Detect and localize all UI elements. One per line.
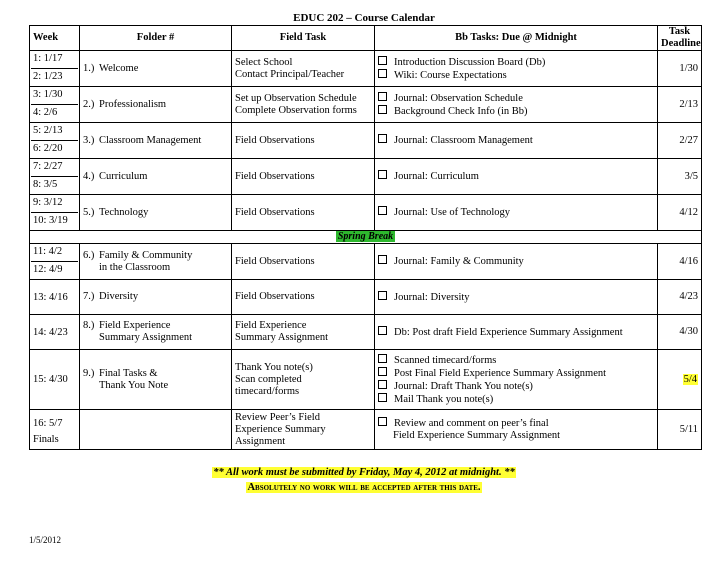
bb-task-item xyxy=(378,326,654,339)
bb-task-item xyxy=(378,206,654,219)
week-cell xyxy=(30,51,80,87)
bb-task-cell xyxy=(375,410,658,450)
notice-line-1: ** All work must be submitted by Friday, May 4, 2012 at midnight. ** xyxy=(213,467,515,478)
folder-name: Classroom Management xyxy=(99,134,202,146)
folder-title xyxy=(83,135,228,147)
field-task-cell xyxy=(232,315,375,350)
field-task-cell xyxy=(232,280,375,315)
field-task-cell xyxy=(232,51,375,87)
notice-line-2: Absolutely no work will be accepted after this date. xyxy=(247,482,481,493)
footer-date: 1/5/2012 xyxy=(29,535,62,545)
week-label: 12: 4/9 xyxy=(31,261,78,279)
field-task-line: Set up Observation Schedule xyxy=(235,92,357,104)
week-label: 13: 4/16 xyxy=(33,291,68,303)
deadline-cell xyxy=(658,280,702,315)
bb-task-item xyxy=(378,255,654,268)
deadline-cell xyxy=(658,159,702,195)
week-label: 5: 2/13 xyxy=(33,125,63,136)
bb-task-item xyxy=(378,170,654,183)
deadline-cell xyxy=(658,244,702,280)
bb-tasks-header: Bb Tasks: Due @ Midnight xyxy=(375,26,658,51)
folder-title xyxy=(83,320,228,332)
folder-name: Field Experience xyxy=(99,320,171,331)
deadline-value: 4/12 xyxy=(679,206,698,218)
field-task-line: Scan completed xyxy=(235,373,302,385)
folder-name: Final Tasks & xyxy=(99,367,158,379)
bb-task-text: Journal: Draft Thank You note(s) xyxy=(394,380,533,392)
field-task-line: Review Peer’s Field xyxy=(235,411,320,423)
bb-task-text-continued: Field Experience Summary Assignment xyxy=(393,430,561,441)
week-label: 2: 1/23 xyxy=(31,68,78,86)
checkbox-icon xyxy=(378,326,387,335)
folder-name: Technology xyxy=(99,206,149,218)
spring-break-label: Spring Break xyxy=(337,231,394,242)
bb-task-cell xyxy=(375,280,658,315)
week-label: 14: 4/23 xyxy=(33,326,68,338)
folder-number: 4.) xyxy=(83,170,95,182)
folder-name-continued: Thank You Note xyxy=(99,379,169,391)
week-label: 16: 5/7 xyxy=(33,417,63,429)
week-cell xyxy=(30,280,80,315)
deadline-value: 5/4 xyxy=(683,373,697,385)
week-label: 1: 1/17 xyxy=(33,53,63,64)
field-task-line: Complete Observation forms xyxy=(235,104,357,116)
week-cell xyxy=(30,159,80,195)
bb-task-cell xyxy=(375,244,658,280)
week-label: 9: 3/12 xyxy=(33,197,63,208)
week-label: 6: 2/20 xyxy=(31,140,78,158)
bb-task-item xyxy=(378,92,654,105)
checkbox-icon xyxy=(378,367,387,376)
week-cell xyxy=(30,350,80,410)
folder-cell xyxy=(80,123,232,159)
bb-task-item xyxy=(378,354,654,367)
checkbox-icon xyxy=(378,255,387,264)
folder-name: Professionalism xyxy=(99,98,167,110)
folder-number: 8.) xyxy=(83,320,95,331)
folder-title xyxy=(83,171,228,183)
checkbox-icon xyxy=(378,69,387,78)
field-task-line: Summary Assignment xyxy=(235,332,329,343)
bb-task-text: Journal: Observation Schedule xyxy=(394,92,523,104)
folder-number: 3.) xyxy=(83,134,95,146)
bb-task-cell xyxy=(375,87,658,123)
bb-task-text: Journal: Classroom Management xyxy=(394,135,533,146)
folder-cell xyxy=(80,410,232,450)
calendar-body xyxy=(30,51,702,450)
week-label: 8: 3/5 xyxy=(31,176,78,194)
week-label: 15: 4/30 xyxy=(33,373,68,385)
field-task-cell xyxy=(232,159,375,195)
folder-number: 5.) xyxy=(83,206,95,218)
folder-title xyxy=(83,291,228,303)
week-cell xyxy=(30,315,80,350)
field-task-line: Contact Principal/Teacher xyxy=(235,68,345,80)
checkbox-icon xyxy=(378,393,387,402)
deadline-cell xyxy=(658,87,702,123)
checkbox-icon xyxy=(378,206,387,215)
deadline-value: 4/30 xyxy=(679,326,698,337)
folder-title xyxy=(83,207,228,219)
week-cell xyxy=(30,87,80,123)
week-label: 10: 3/19 xyxy=(31,212,78,230)
table-row xyxy=(30,87,702,123)
deadline-value: 2/27 xyxy=(679,134,698,146)
bb-task-text: Db: Post draft Field Experience Summary Assignment xyxy=(394,326,623,338)
bb-task-text: Journal: Use of Technology xyxy=(394,207,511,218)
folder-title xyxy=(83,368,228,380)
spring-break-row xyxy=(30,231,702,244)
checkbox-icon xyxy=(378,417,387,426)
table-row xyxy=(30,280,702,315)
bb-task-text: Mail Thank you note(s) xyxy=(394,393,494,405)
bb-task-text: Journal: Family & Community xyxy=(394,256,524,267)
checkbox-icon xyxy=(378,92,387,101)
deadline-value: 3/5 xyxy=(684,170,698,182)
deadline-value: 4/16 xyxy=(679,255,698,267)
folder-title xyxy=(83,99,228,111)
table-row xyxy=(30,51,702,87)
folder-cell xyxy=(80,51,232,87)
bb-task-item xyxy=(378,105,654,118)
bb-task-item xyxy=(378,69,654,82)
deadline-cell xyxy=(658,315,702,350)
deadline-value: 1/30 xyxy=(679,62,698,74)
field-task-line: timecard/forms xyxy=(235,385,300,397)
bb-task-cell xyxy=(375,315,658,350)
deadline-cell xyxy=(658,195,702,231)
week-cell xyxy=(30,244,80,280)
week-label: Finals xyxy=(33,433,59,445)
folder-name-continued: Summary Assignment xyxy=(99,332,193,343)
bb-task-cell xyxy=(375,51,658,87)
folder-name-continued: in the Classroom xyxy=(99,261,171,273)
folder-name: Welcome xyxy=(99,62,139,74)
field-task-line: Field Experience xyxy=(235,320,307,331)
week-cell xyxy=(30,123,80,159)
bb-task-text: Scanned timecard/forms xyxy=(394,354,497,366)
bb-task-item xyxy=(378,134,654,147)
folder-cell xyxy=(80,350,232,410)
spring-break-cell xyxy=(30,231,702,244)
week-cell xyxy=(30,195,80,231)
folder-cell xyxy=(80,280,232,315)
week-header: Week xyxy=(30,26,80,51)
bb-task-text: Post Final Field Experience Summary Assignment xyxy=(394,367,607,379)
field-task-line: Field Observations xyxy=(235,206,315,218)
bb-task-text: Review and comment on peer’s final xyxy=(394,418,549,429)
bb-task-item xyxy=(378,291,654,304)
field-task-line: Assignment xyxy=(235,435,286,447)
bb-task-cell xyxy=(375,195,658,231)
folder-cell xyxy=(80,244,232,280)
course-calendar-table xyxy=(29,25,702,450)
submission-notice xyxy=(0,465,728,495)
week-label: 11: 4/2 xyxy=(33,246,63,257)
field-task-line: Field Observations xyxy=(235,134,315,146)
checkbox-icon xyxy=(378,105,387,114)
week-label: 3: 1/30 xyxy=(33,89,63,100)
table-row xyxy=(30,195,702,231)
bb-task-item xyxy=(378,417,654,430)
folder-header: Folder # xyxy=(80,26,232,51)
bb-task-text: Background Check Info (in Bb) xyxy=(394,105,528,117)
field-task-cell xyxy=(232,123,375,159)
bb-task-cell xyxy=(375,159,658,195)
folder-name: Family & Community xyxy=(99,249,193,261)
folder-cell xyxy=(80,87,232,123)
week-label: 7: 2/27 xyxy=(33,161,63,172)
checkbox-icon xyxy=(378,291,387,300)
folder-number: 2.) xyxy=(83,98,95,110)
field-task-cell xyxy=(232,410,375,450)
deadline-value: 4/23 xyxy=(679,291,698,302)
folder-number: 9.) xyxy=(83,367,95,379)
checkbox-icon xyxy=(378,134,387,143)
bb-task-item xyxy=(378,367,654,380)
folder-name: Curriculum xyxy=(99,170,148,182)
deadline-value: 2/13 xyxy=(679,98,698,110)
table-row xyxy=(30,159,702,195)
field-task-cell xyxy=(232,350,375,410)
folder-name: Diversity xyxy=(99,291,139,302)
checkbox-icon xyxy=(378,170,387,179)
deadline-cell xyxy=(658,51,702,87)
checkbox-icon xyxy=(378,354,387,363)
folder-number: 7.) xyxy=(83,291,95,302)
bb-task-text: Introduction Discussion Board (Db) xyxy=(394,56,546,68)
field-task-line: Field Observations xyxy=(235,255,315,267)
page-title: EDUC 202 – Course Calendar xyxy=(293,12,435,24)
bb-task-item xyxy=(378,393,654,406)
folder-title xyxy=(83,250,228,262)
table-row xyxy=(30,410,702,450)
table-row xyxy=(30,244,702,280)
field-task-cell xyxy=(232,195,375,231)
folder-cell xyxy=(80,315,232,350)
folder-number: 1.) xyxy=(83,62,95,74)
bb-task-cell xyxy=(375,123,658,159)
field-task-line: Field Observations xyxy=(235,170,315,182)
folder-number: 6.) xyxy=(83,249,95,261)
table-row xyxy=(30,123,702,159)
field-task-header: Field Task xyxy=(232,26,375,51)
deadline-value: 5/11 xyxy=(679,423,698,435)
checkbox-icon xyxy=(378,56,387,65)
bb-task-cell xyxy=(375,350,658,410)
week-cell xyxy=(30,410,80,450)
field-task-cell xyxy=(232,244,375,280)
folder-title xyxy=(83,63,228,75)
week-label: 4: 2/6 xyxy=(31,104,78,122)
bb-task-text: Wiki: Course Expectations xyxy=(394,69,507,81)
task-deadline-header: Task Deadline xyxy=(658,26,702,51)
deadline-cell xyxy=(658,410,702,450)
folder-cell xyxy=(80,159,232,195)
field-task-cell xyxy=(232,87,375,123)
field-task-line: Field Observations xyxy=(235,291,315,302)
table-row xyxy=(30,350,702,410)
deadline-cell xyxy=(658,123,702,159)
field-task-line: Thank You note(s) xyxy=(235,361,313,373)
checkbox-icon xyxy=(378,380,387,389)
field-task-line: Experience Summary xyxy=(235,423,326,435)
folder-cell xyxy=(80,195,232,231)
table-row xyxy=(30,315,702,350)
bb-task-text: Journal: Curriculum xyxy=(394,171,479,182)
field-task-line: Select School xyxy=(235,56,293,68)
deadline-cell xyxy=(658,350,702,410)
bb-task-item xyxy=(378,56,654,69)
bb-task-item xyxy=(378,380,654,393)
bb-task-text: Journal: Diversity xyxy=(394,291,470,303)
